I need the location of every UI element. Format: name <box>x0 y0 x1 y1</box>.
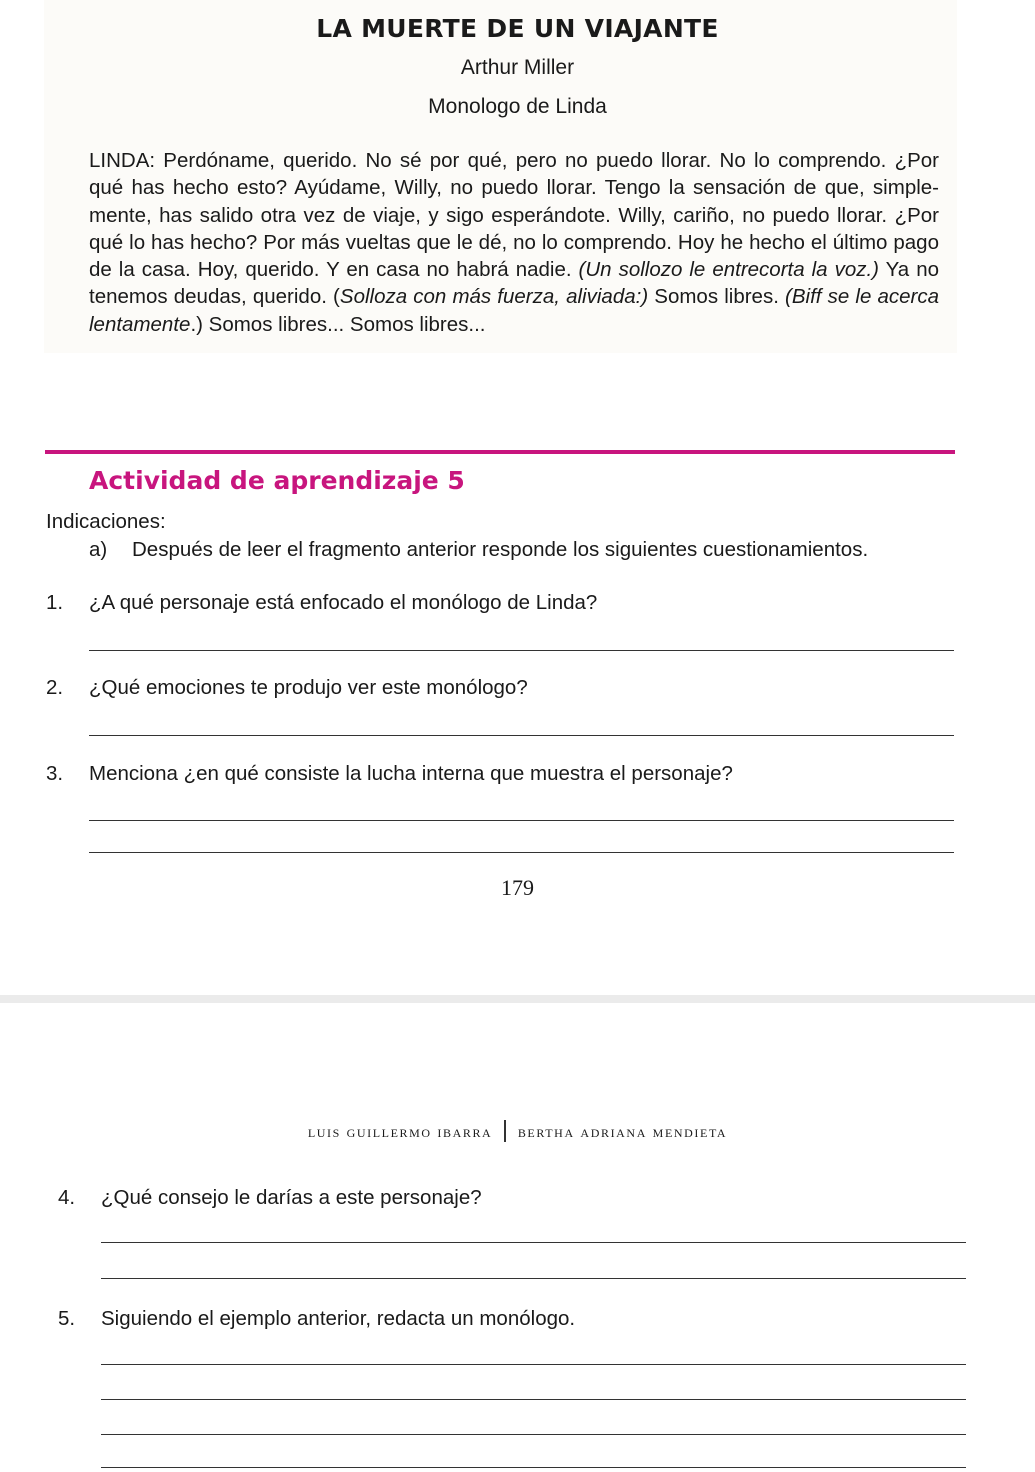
question-text: ¿Qué consejo le darías a este personaje? <box>101 1186 482 1209</box>
question-number: 2. <box>46 676 64 699</box>
section-divider <box>45 450 955 454</box>
question-number: 4. <box>58 1186 76 1209</box>
answer-line[interactable] <box>101 1467 966 1468</box>
instruction-text: Después de leer el fragmento anterior responde los siguientes cuestionamientos. <box>132 538 869 561</box>
answer-line[interactable] <box>89 820 954 821</box>
answer-line[interactable] <box>89 852 954 853</box>
header-author-1: luis guillermo ibarra <box>307 1122 493 1141</box>
answer-line[interactable] <box>101 1434 966 1435</box>
excerpt-segment: LINDA: Perdóname, querido. No sé por qué, pero no puedo llorar. No lo comprendo. ¿Por qué has hecho esto? Ayúdame, Willy, no puedo llorar. Tengo la sensación de que, simplemente, has salido otra vez de viaje, y sigo esperándote. Willy, cariño, no puedo llorar. ¿Por qué lo has hecho? Por más vueltas que le dé, no lo comprendo. Hoy he hecho el último pago de la casa. Hoy, querido. Y en casa no habrá nadie. <box>89 149 939 282</box>
excerpt-segment: Ya no tenemos deudas, querido. ( <box>89 258 939 309</box>
header-divider <box>504 1120 506 1142</box>
answer-line[interactable] <box>101 1242 966 1243</box>
play-author: Arthur Miller <box>460 56 575 79</box>
answer-line[interactable] <box>101 1399 966 1400</box>
stage-direction: Solloza con más fuerza, aliviada:) <box>339 285 649 309</box>
question-text: Menciona ¿en qué consiste la lucha interna que muestra el personaje? <box>89 762 733 785</box>
stage-direction: (Biff se le acerca lentamente <box>89 285 940 336</box>
page-separator <box>0 995 1035 1003</box>
question-number: 5. <box>58 1307 76 1330</box>
answer-line[interactable] <box>89 650 954 651</box>
question-text: ¿Qué emociones te produjo ver este monólogo? <box>89 676 528 699</box>
header-author-2: bertha adriana mendieta <box>517 1122 728 1141</box>
instruction-marker: a) <box>89 538 108 561</box>
answer-line[interactable] <box>101 1278 966 1279</box>
page-number: 179 <box>501 875 534 900</box>
excerpt-segment: Somos libres. <box>648 285 786 309</box>
play-subtitle: Monologo de Linda <box>428 95 607 118</box>
question-number: 1. <box>46 591 64 614</box>
play-title: LA MUERTE DE UN VIAJANTE <box>316 14 719 43</box>
answer-line[interactable] <box>101 1364 966 1365</box>
activity-title: Actividad de aprendizaje 5 <box>89 466 465 495</box>
answer-line[interactable] <box>89 735 954 736</box>
question-number: 3. <box>46 762 64 785</box>
indications-label: Indicaciones: <box>46 510 166 533</box>
question-text: ¿A qué personaje está enfocado el monólogo de Linda? <box>89 591 598 614</box>
excerpt-segment: .) Somos libres... Somos libres... <box>190 312 486 336</box>
running-header <box>0 1120 1035 1142</box>
question-text: Siguiendo el ejemplo anterior, redacta un monólogo. <box>101 1307 576 1330</box>
stage-direction: (Un sollozo le entrecorta la voz.) <box>578 258 880 282</box>
monologue-excerpt <box>89 147 939 338</box>
